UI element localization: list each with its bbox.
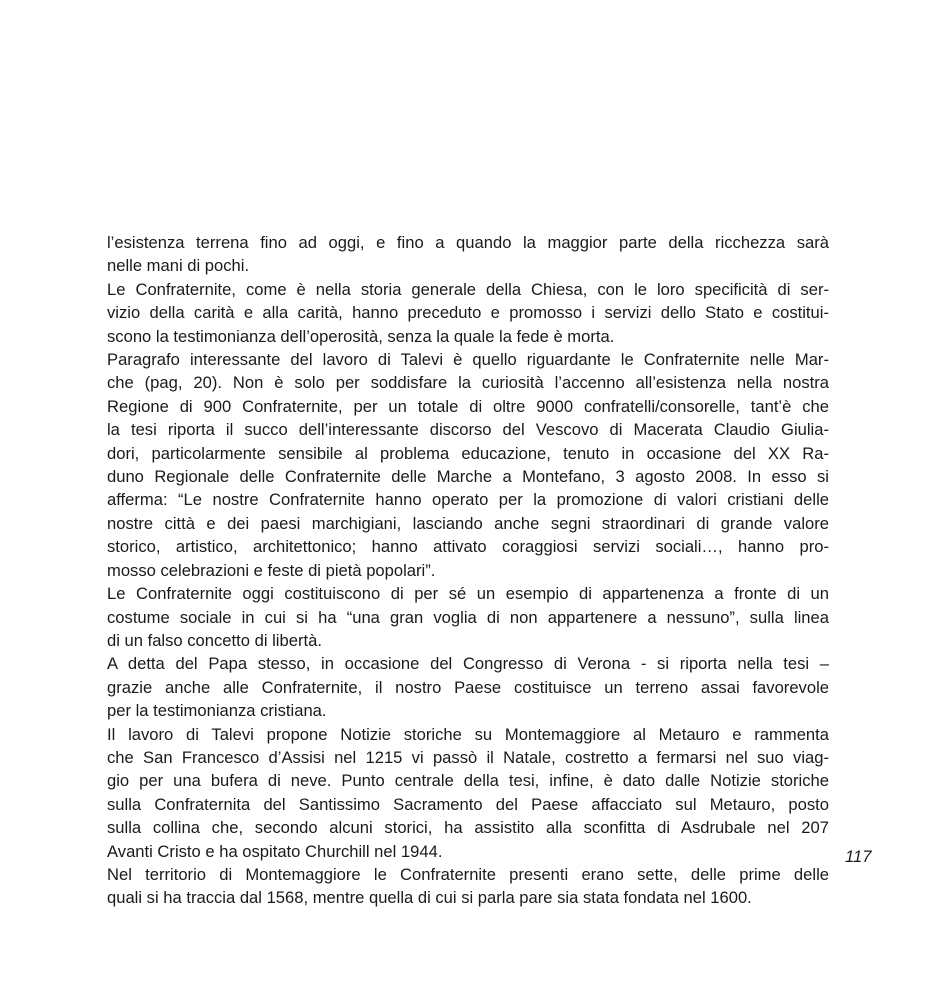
text-line: Avanti Cristo e ha ospitato Churchill nel 1944. <box>107 841 443 861</box>
text-line: Nel territorio di Montemaggiore le Confraternite presenti erano sette, delle prime delle <box>107 864 829 884</box>
text-line: nostre città e dei paesi marchigiani, lasciando anche segni straordinari di grande valore <box>107 513 829 533</box>
text-line: che (pag, 20). Non è solo per soddisfare la curiosità l’accenno all’esistenza nella nostra <box>107 373 829 393</box>
text-line: afferma: “Le nostre Confraternite hanno operato per la promozione di valori cristiani delle <box>107 490 829 510</box>
text-line: l’esistenza terrena fino ad oggi, e fino a quando la maggior parte della ricchezza sarà <box>107 233 829 252</box>
text-line: sulla Confraternita del Santissimo Sacramento del Paese affacciato sul Metauro, posto <box>107 794 829 814</box>
text-line: gio per una bufera di neve. Punto centrale della tesi, infine, è dato dalle Notizie storiche <box>107 771 829 791</box>
text-line: mosso celebrazioni e feste di pietà popolari”. <box>107 560 436 580</box>
paragraph <box>107 278 829 348</box>
text-line: Paragrafo interessante del lavoro di Talevi è quello riguardante le Confraternite nelle Mar- <box>107 350 829 370</box>
paragraph <box>107 582 829 652</box>
text-line: scono la testimonianza dell’operosità, senza la quale la fede è morta. <box>107 326 615 346</box>
text-line: costume sociale in cui si ha “una gran voglia di non appartenere a nessuno”, sulla linea <box>107 607 829 627</box>
paragraph <box>107 863 829 910</box>
text-line: per la testimonianza cristiana. <box>107 701 327 721</box>
body-text <box>107 231 829 910</box>
text-line: Le Confraternite oggi costituiscono di per sé un esempio di appartenenza a fronte di un <box>107 584 829 604</box>
paragraph <box>107 652 829 722</box>
text-line: dori, particolarmente sensibile al problema educazione, tenuto in occasione del XX Ra- <box>107 443 829 463</box>
text-line: la tesi riporta il succo dell’interessante discorso del Vescovo di Macerata Claudio Giulia- <box>107 420 829 440</box>
paragraph <box>107 723 829 863</box>
text-line: duno Regionale delle Confraternite delle Marche a Montefano, 3 agosto 2008. In esso si <box>107 467 829 487</box>
page-number: 117 <box>845 847 872 866</box>
paragraph <box>107 231 829 278</box>
text-line: di un falso concetto di libertà. <box>107 630 322 650</box>
text-line: che San Francesco d’Assisi nel 1215 vi passò il Natale, costretto a fermarsi nel suo viag- <box>107 747 829 767</box>
paragraph <box>107 348 829 582</box>
text-line: quali si ha traccia dal 1568, mentre quella di cui si parla pare sia stata fondata nel 1600. <box>107 888 752 908</box>
text-line: Regione di 900 Confraternite, per un totale di oltre 9000 confratelli/consorelle, tant’è che <box>107 396 829 416</box>
text-line: nelle mani di pochi. <box>107 256 250 276</box>
text-line: Le Confraternite, come è nella storia generale della Chiesa, con le loro specificità di ser- <box>107 279 829 299</box>
text-line: grazie anche alle Confraternite, il nostro Paese costituisce un terreno assai favorevole <box>107 677 829 697</box>
text-line: storico, artistico, architettonico; hanno attivato coraggiosi servizi sociali…, hanno pro- <box>107 537 829 557</box>
text-line: A detta del Papa stesso, in occasione del Congresso di Verona - si riporta nella tesi – <box>107 654 829 674</box>
text-line: vizio della carità e alla carità, hanno preceduto e promosso i servizi dello Stato e costitui- <box>107 303 829 323</box>
text-line: sulla collina che, secondo alcuni storici, ha assistito alla sconfitta di Asdrubale nel 207 <box>107 818 829 838</box>
text-line: Il lavoro di Talevi propone Notizie storiche su Montemaggiore al Metauro e rammenta <box>107 724 829 744</box>
